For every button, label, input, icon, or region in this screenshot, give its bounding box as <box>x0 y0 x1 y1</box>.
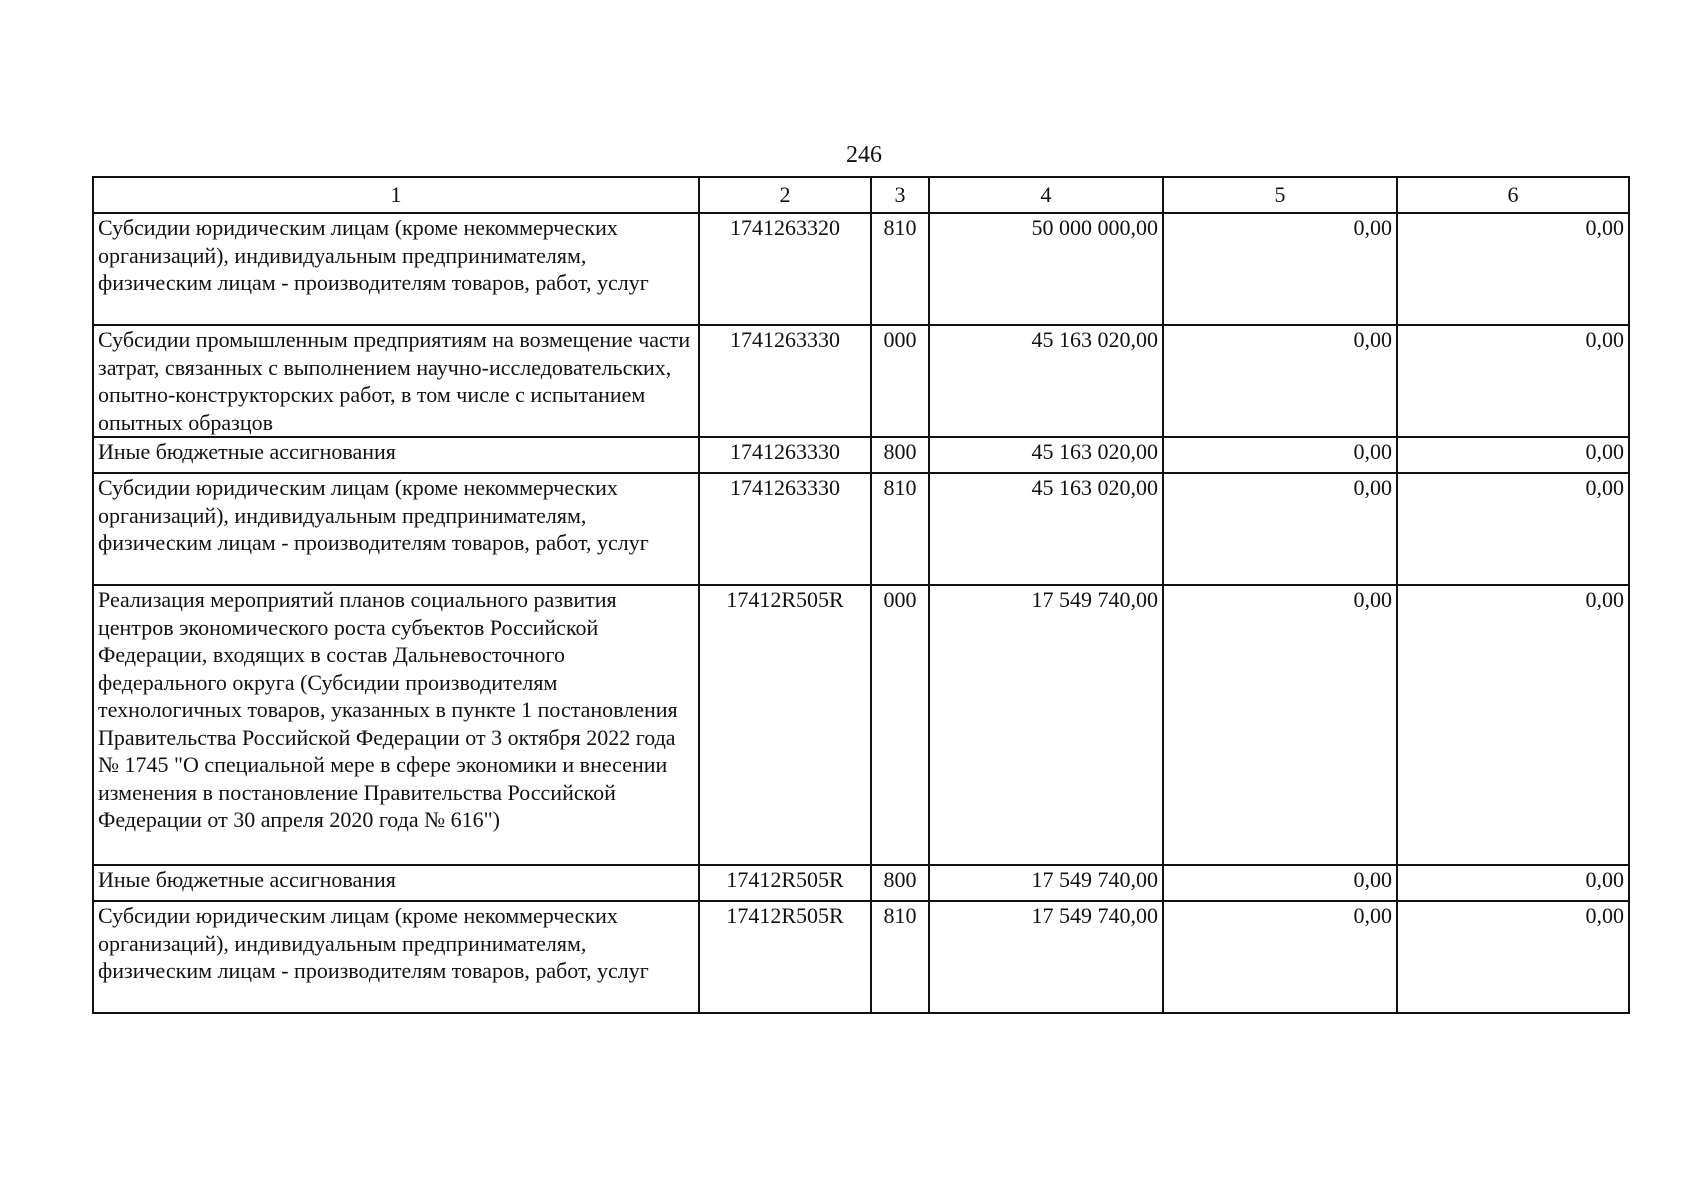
header-cell: 6 <box>1397 177 1629 213</box>
budget-table <box>92 176 1630 1014</box>
row-value-col5: 0,00 <box>1163 473 1397 585</box>
row-value-col6: 0,00 <box>1397 325 1629 437</box>
row-value-col4: 45 163 020,00 <box>929 437 1163 473</box>
page-number: 246 <box>846 142 882 168</box>
row-expense-type: 000 <box>871 585 929 865</box>
row-expense-type: 810 <box>871 213 929 325</box>
row-value-col5: 0,00 <box>1163 213 1397 325</box>
row-value-col4: 17 549 740,00 <box>929 585 1163 865</box>
row-name: Иные бюджетные ассигнования <box>93 437 699 473</box>
row-value-col6: 0,00 <box>1397 901 1629 1013</box>
header-cell: 2 <box>699 177 871 213</box>
row-value-col5: 0,00 <box>1163 585 1397 865</box>
table-row <box>93 585 1629 865</box>
table-row <box>93 901 1629 1013</box>
row-target-code: 1741263330 <box>699 437 871 473</box>
table-row <box>93 437 1629 473</box>
row-target-code: 1741263320 <box>699 213 871 325</box>
header-cell: 4 <box>929 177 1163 213</box>
row-value-col4: 17 549 740,00 <box>929 865 1163 901</box>
row-value-col5: 0,00 <box>1163 901 1397 1013</box>
row-value-col5: 0,00 <box>1163 437 1397 473</box>
row-name: Субсидии промышленным предприятиям на возмещение части затрат, связанных с выполнением научно-исследовательских, опытно-конструкторских работ, в том числе с испытанием опытных образцов <box>93 325 699 437</box>
row-name: Субсидии юридическим лицам (кроме некоммерческих организаций), индивидуальным предпринимателям, физическим лицам - производителям товаров, работ, услуг <box>93 213 699 325</box>
row-expense-type: 800 <box>871 865 929 901</box>
row-target-code: 17412R505R <box>699 865 871 901</box>
row-expense-type: 810 <box>871 473 929 585</box>
table-row <box>93 325 1629 437</box>
table-row <box>93 213 1629 325</box>
row-value-col4: 45 163 020,00 <box>929 473 1163 585</box>
row-value-col6: 0,00 <box>1397 865 1629 901</box>
table-row <box>93 865 1629 901</box>
row-name: Субсидии юридическим лицам (кроме некоммерческих организаций), индивидуальным предпринимателям, физическим лицам - производителям товаров, работ, услуг <box>93 901 699 1013</box>
table-header-row <box>93 177 1629 213</box>
row-value-col5: 0,00 <box>1163 325 1397 437</box>
table-row <box>93 473 1629 585</box>
row-value-col6: 0,00 <box>1397 473 1629 585</box>
row-value-col6: 0,00 <box>1397 213 1629 325</box>
header-cell: 3 <box>871 177 929 213</box>
row-name: Субсидии юридическим лицам (кроме некоммерческих организаций), индивидуальным предпринимателям, физическим лицам - производителям товаров, работ, услуг <box>93 473 699 585</box>
row-value-col4: 45 163 020,00 <box>929 325 1163 437</box>
row-target-code: 1741263330 <box>699 473 871 585</box>
row-value-col4: 50 000 000,00 <box>929 213 1163 325</box>
header-cell: 5 <box>1163 177 1397 213</box>
row-expense-type: 810 <box>871 901 929 1013</box>
row-value-col5: 0,00 <box>1163 865 1397 901</box>
row-expense-type: 000 <box>871 325 929 437</box>
row-value-col4: 17 549 740,00 <box>929 901 1163 1013</box>
row-name: Реализация мероприятий планов социального развития центров экономического роста субъектов Российской Федерации, входящих в состав Дальневосточного федерального округа (Субсидии производителям технологичных товаров, указанных в пункте 1 постановления Правительства Российской Федерации от 3 октября 2022 года № 1745 "О специальной мере в сфере экономики и внесении изменения в постановление Правительства Российской Федерации от 30 апреля 2020 года № 616") <box>93 585 699 865</box>
row-name: Иные бюджетные ассигнования <box>93 865 699 901</box>
row-value-col6: 0,00 <box>1397 437 1629 473</box>
row-expense-type: 800 <box>871 437 929 473</box>
row-value-col6: 0,00 <box>1397 585 1629 865</box>
row-target-code: 17412R505R <box>699 901 871 1013</box>
header-cell: 1 <box>93 177 699 213</box>
row-target-code: 17412R505R <box>699 585 871 865</box>
row-target-code: 1741263330 <box>699 325 871 437</box>
